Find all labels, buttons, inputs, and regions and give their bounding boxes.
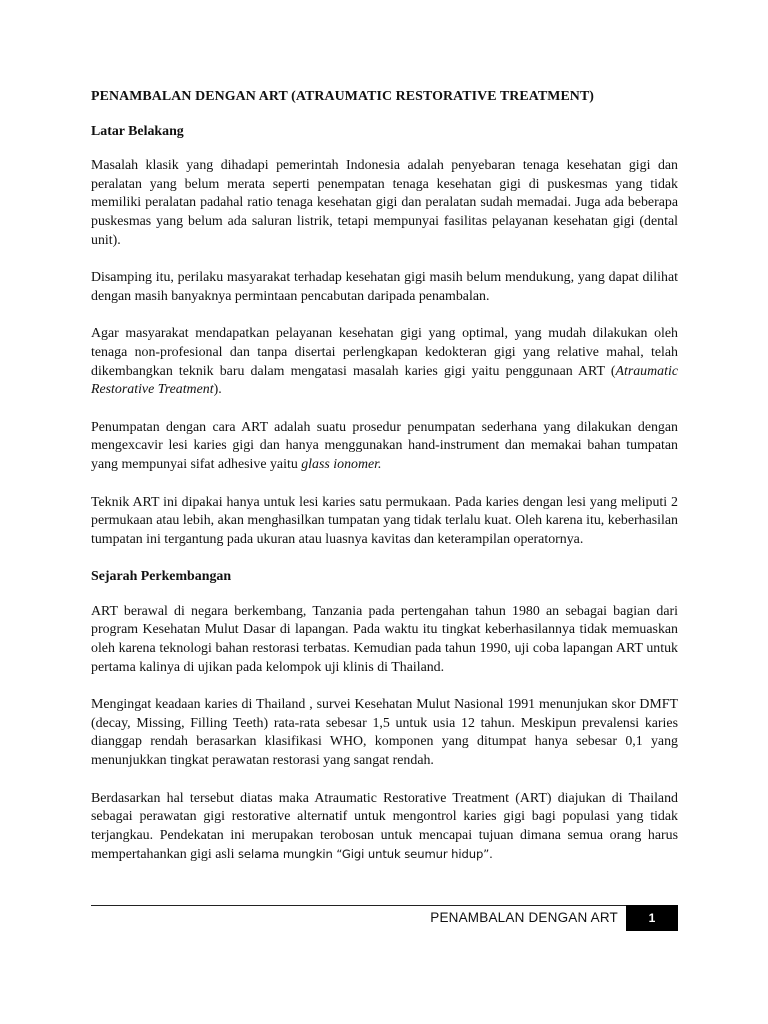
section-heading-latar-belakang: Latar Belakang	[91, 123, 184, 139]
paragraph-5: Teknik ART ini dipakai hanya untuk lesi karies satu permukaan. Pada karies dengan lesi yang meliputi 2 permukaan atau lebih, akan menghasilkan tumpatan yang tidak terlalu kuat. Oleh karena itu, keberhasilan tumpatan ini tergantung pada ukuran atau luasnya kavitas dan keterampilan operatornya.	[91, 494, 678, 547]
paragraph-8-text: Berdasarkan hal tersebut diatas maka Atraumatic Restorative Treatment (ART) diajukan di Thailand sebagai perawatan gigi restorative alternatif untuk mengontrol karies gigi bagi populasi yang tidak terjangkau. Pendekatan ini merupakan terobosan untuk mencapai tujuan dimana semua orang harus mempertahankan gigi asli	[91, 790, 678, 863]
paragraph-3	[91, 325, 678, 399]
paragraph-4-italic: glass ionomer.	[301, 456, 382, 472]
document-body	[91, 88, 678, 865]
paragraph-8	[91, 790, 678, 865]
page-number: 1	[648, 911, 656, 925]
paragraph-3-end: ).	[213, 382, 222, 398]
paragraph-7: Mengingat keadaan karies di Thailand , survei Kesehatan Mulut Nasional 1991 menunjukan skor DMFT (decay, Missing, Filling Teeth) rata-rata sebesar 1,5 untuk usia 12 tahun. Meskipun prevalensi karies dianggap rendah berasarkan klasifikasi WHO, komponen yang ditumpat hanya sebesar 0,1 yang menunjukkan tingkat perawatan restorasi yang sangat rendah.	[91, 697, 678, 769]
paragraph-3-text: Agar masyarakat mendapatkan pelayanan kesehatan gigi yang optimal, yang mudah dilakukan oleh tenaga non-profesional dan tanpa disertai perlengkapan kedokteran gigi yang relative mahal, telah dikembangkan teknik baru dalam mengatasi masalah karies gigi yaitu penggunaan ART (	[91, 326, 678, 379]
paragraph-3-italic: Atraumatic Restorative Treatment	[91, 363, 678, 398]
paragraph-6: ART berawal di negara berkembang, Tanzania pada pertengahan tahun 1980 an sebagai bagian dari program Kesehatan Mulut Dasar di lapangan. Pada waktu itu tingkat keberhasilannya tidak memuaskan oleh karena teknologi bahan restorasi terbatas. Kemudian pada tahun 1990, uji coba lapangan ART untuk pertama kalinya di ujikan pada kelompok uji klinis di Thailand.	[91, 603, 678, 675]
section-heading-sejarah-perkembangan: Sejarah Perkembangan	[91, 569, 232, 585]
page-number-badge	[626, 905, 678, 931]
paragraph-4-text: Penumpatan dengan cara ART adalah suatu prosedur penumpatan sederhana yang dilakukan dengan mengexcavir lesi karies gigi dan hanya menggunakan hand-instrument dan memakai bahan tumpatan yang mempunyai sifat adhesive yaitu	[91, 419, 678, 472]
paragraph-4	[91, 419, 678, 475]
footer-rule	[91, 905, 678, 906]
footer-title: PENAMBALAN DENGAN ART	[430, 910, 618, 925]
paragraph-2: Disamping itu, perilaku masyarakat terhadap kesehatan gigi masih belum mendukung, yang dapat dilihat dengan masih banyaknya permintaan pencabutan daripada penambalan.	[91, 270, 678, 304]
document-title: PENAMBALAN DENGAN ART (ATRAUMATIC RESTORATIVE TREATMENT)	[91, 89, 595, 104]
paragraph-1: Masalah klasik yang dihadapi pemerintah Indonesia adalah penyebaran tenaga kesehatan gigi dan peralatan yang belum merata seperti penempatan tenaga kesehatan gigi di puskesmas yang tidak memiliki peralatan padahal ratio tenaga kesehatan gigi dan peralatan sudah memadai. Juga ada beberapa puskesmas yang belum ada saluran listrik, tetapi mempunyai fasilitas pelayanan kesehatan gigi (dental unit).	[91, 158, 678, 248]
paragraph-8-tail: selama mungkin “Gigi untuk seumur hidup”.	[237, 847, 493, 862]
